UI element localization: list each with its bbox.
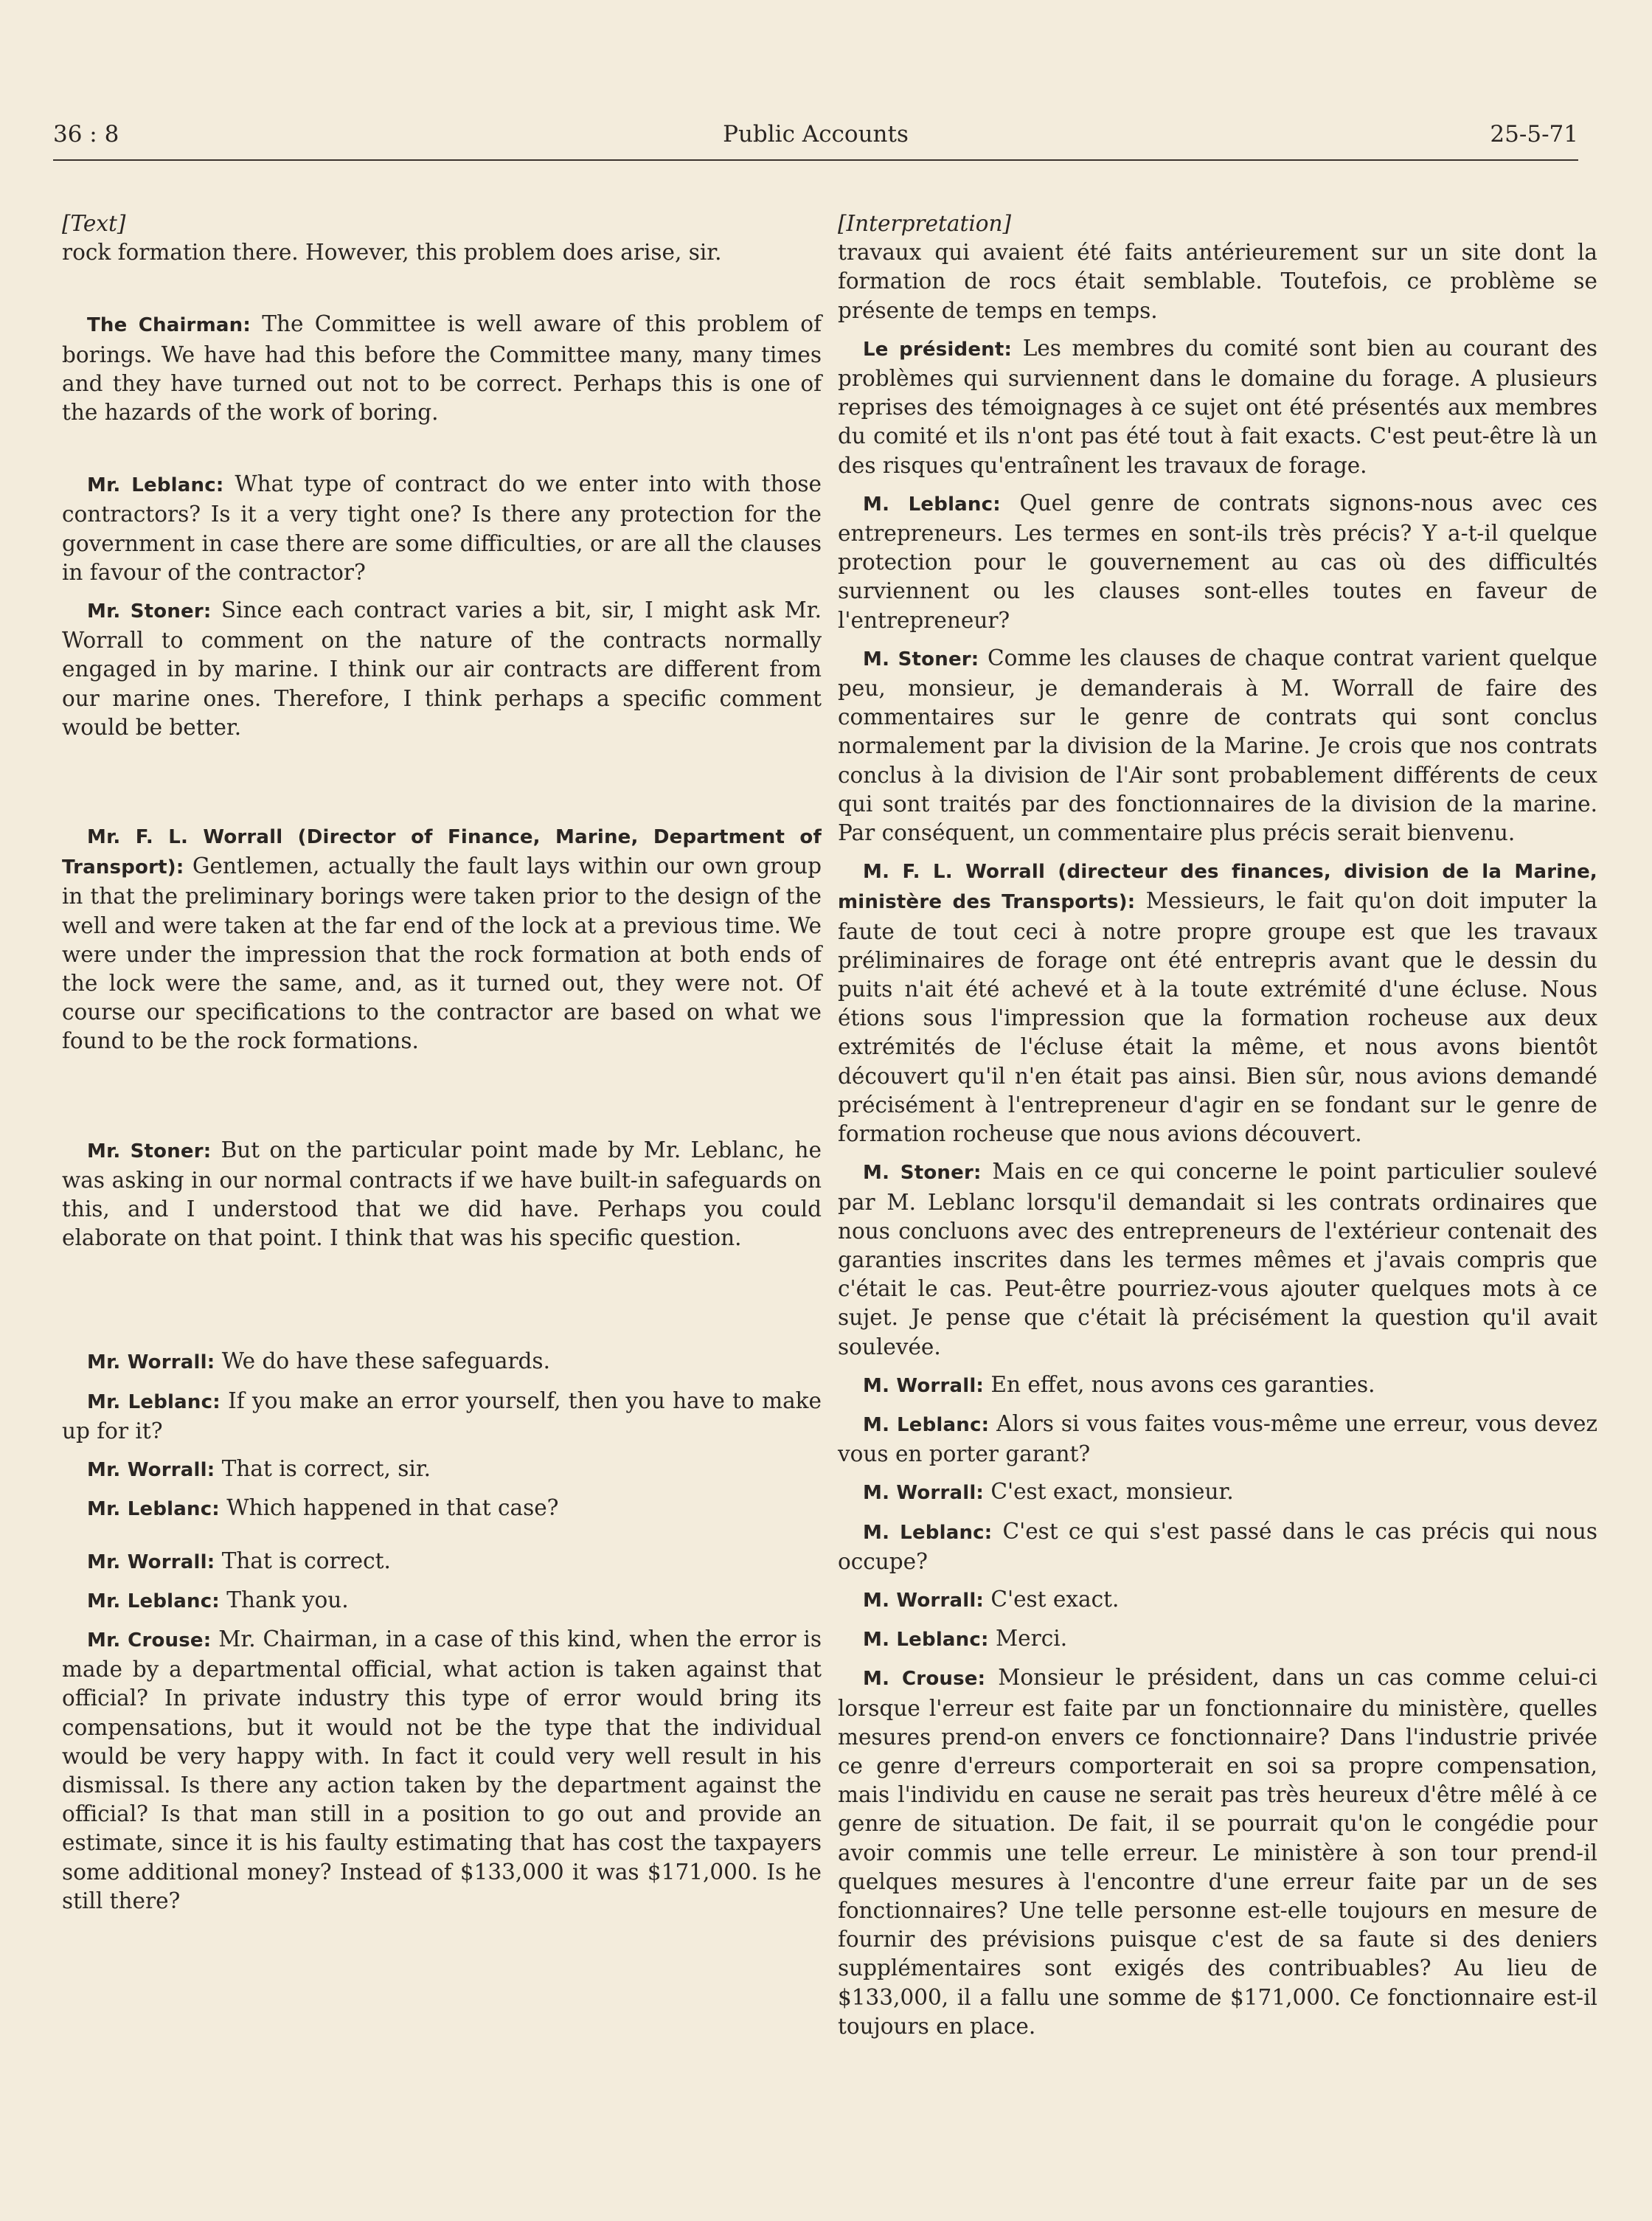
speaker-name: Mr. Stoner:: [87, 1140, 212, 1163]
speech: [62, 1387, 822, 1446]
speaker-name: Mr. Stoner:: [87, 600, 212, 623]
speech-text: Gentlemen, actually the fault lays within our own group in that the preliminary borings were taken prior to the design of the well and were taken at the far end of the lock at a previous time. We were under the impression that the rock formation at both ends of the lock were the same, and, as it turned out, they were not. Of course our specifications to the contractor are based on what we found to be the rock formations.: [62, 853, 822, 1054]
speech-text: C'est ce qui s'est passé dans le cas précis qui nous occupe?: [838, 1518, 1597, 1574]
speech: [838, 334, 1597, 480]
speech-text: Quel genre de contrats signons-nous avec ces entrepreneurs. Les termes en sont-ils très précis? Y a-t-il quelque protection pour le gouvernement au cas où des difficultés surviennent ou les clauses sont-elles toutes en faveur de l'entrepreneur?: [838, 490, 1598, 633]
speech: [62, 596, 822, 742]
speech: [62, 1625, 822, 1916]
speaker-name: Mr. F. L. Worrall (Director of Finance, Marine, Department of Transport):: [62, 826, 822, 879]
speech-text: Which happened in that case?: [219, 1495, 559, 1521]
speaker-name: M. Crouse:: [863, 1668, 986, 1691]
speech: [838, 856, 1597, 1148]
speech: [838, 1157, 1597, 1361]
speaker-name: M. Leblanc:: [863, 493, 1001, 516]
speech-text: That is correct.: [215, 1548, 391, 1573]
speech-text: That is correct, sir.: [215, 1456, 431, 1482]
speech-text: Comme les clauses de chaque contrat varient quelque peu, monsieur, je demanderais à M. Worrall de faire des commentaires sur le genre de contrats qui sont conclus normalement par la division de la Marine. Je crois que nos contrats conclus à la division de l'Air sont probablement différents de ceux qui sont traités par des fonctionnaires de la division de la marine. Par conséquent, un commentaire plus précis serait bienvenu.: [838, 645, 1597, 846]
paragraph-text: rock formation there. However, this problem does arise, sir.: [62, 240, 722, 266]
speaker-name: Mr. Leblanc:: [87, 474, 224, 497]
speaker-name: Mr. Worrall:: [87, 1550, 215, 1573]
speech: [62, 1547, 822, 1577]
speech: [838, 1585, 1597, 1615]
speech-text: But on the particular point made by Mr. Leblanc, he was asking in our normal contracts if we have built-in safeguards on this, and I understood that we did have. Perhaps you could elaborate on that point. I think that was his specific question.: [62, 1137, 822, 1251]
running-title: Public Accounts: [723, 121, 909, 148]
speech-text: Mais en ce qui concerne le point particulier soulevé par M. Leblanc lorsqu'il demandait si les contrats ordinaires que nous concluons avec des entrepreneurs de l'extérieur contenait des garanties inscrites dans les termes mêmes et j'avais compris que c'était le cas. Peut-être pourriez-vous ajouter quelques mots à ce sujet. Je pense que c'était là précisément la question qu'il avait soulevée.: [838, 1159, 1597, 1359]
french-column: [838, 209, 1597, 2041]
speaker-name: M. Leblanc:: [863, 1521, 993, 1544]
speaker-name: M. Worrall:: [863, 1589, 985, 1612]
speech-text: Monsieur le président, dans un cas comme celui-ci lorsque l'erreur est faite par un fonctionnaire du ministère, quelles mesures prend-on envers ce fonctionnaire? Dans l'industrie privée ce genre d'erreurs comporterait en soi sa propre compensation, mais l'individu en cause ne serait pas très heureux d'être mêlé à ce genre de situation. De fait, il se pourrait qu'on le congédie pour avoir commis une telle erreur. Le ministère à son tour prend-il quelques mesures à l'encontre d'une erreur faite par un de ses fonctionnaires? Une telle personne est-elle toujours en mesure de fournir des prévisions puisque c'est de sa faute si des deniers supplémentaires sont exigés des contribuables? Au lieu de $133,000, il a fallu une somme de $171,000. Ce fonctionnaire est-il toujours en place.: [838, 1665, 1597, 2039]
speaker-name: Le président:: [863, 338, 1013, 361]
speech: [838, 1371, 1597, 1401]
speaker-name: Mr. Leblanc:: [87, 1498, 220, 1521]
speech-text: C'est exact.: [984, 1586, 1120, 1612]
speech: [62, 1494, 822, 1524]
speech-text: We do have these safeguards.: [215, 1348, 550, 1374]
page-header: [53, 118, 1578, 161]
paragraph-text: travaux qui avaient été faits antérieurement sur un site dont la formation de rocs était semblable. Toutefois, ce problème se présente de temps en temps.: [838, 240, 1597, 323]
speech-text: Merci.: [988, 1626, 1068, 1652]
speaker-name: M. Stoner:: [863, 648, 979, 671]
speaker-name: M. Stoner:: [863, 1162, 982, 1185]
english-column: [62, 209, 822, 1916]
speech: [62, 1136, 822, 1253]
speaker-name: Mr. Crouse:: [87, 1629, 212, 1652]
speech: [838, 1477, 1597, 1508]
speech: [62, 1347, 822, 1377]
speech: [62, 1586, 822, 1616]
speech-text: Messieurs, le fait qu'on doit imputer la faute de tout ceci à notre propre groupe est que les travaux préliminaires de forage ont été entrepris avant que le dessin du puits n'ait été achevé et à la toute extrémité d'une écluse. Nous étions sous l'impression que la formation rocheuse aux deux extrémités de l'écluse était la même, et nous avons bientôt découvert qu'il n'en était pas ainsi. Bien sûr, nous avions demandé précisément à l'entrepreneur d'agir en se fondant sur le genre de formation rocheuse que nous avions découvert.: [838, 888, 1598, 1147]
speech: [838, 1517, 1597, 1576]
speaker-name: Mr. Worrall:: [87, 1459, 215, 1482]
speech: [838, 1624, 1597, 1655]
speech-text: If you make an error yourself, then you have to make up for it?: [62, 1387, 822, 1444]
speech-text: The Committee is well aware of this problem of borings. We have had this before the Committee many, many times and they have turned out not to be correct. Perhaps this is one of the hazards of the work of boring.: [62, 311, 822, 426]
speech: [838, 1663, 1597, 2041]
speech-text: Alors si vous faites vous-même une erreur, vous devez vous en porter garant?: [838, 1410, 1597, 1467]
speech: [62, 1455, 822, 1485]
speech: [838, 1410, 1597, 1469]
page-number: 36 : 8: [53, 121, 119, 148]
speaker-name: M. Leblanc:: [863, 1413, 990, 1436]
speaker-name: M. Worrall:: [863, 1374, 985, 1397]
paragraph: [838, 238, 1597, 325]
speech: [838, 489, 1597, 635]
speech: [62, 310, 822, 427]
speaker-name: Mr. Leblanc:: [87, 1390, 221, 1413]
speech-text: Thank you.: [219, 1587, 349, 1612]
speaker-name: Mr. Worrall:: [87, 1351, 215, 1374]
paragraph: [62, 238, 822, 267]
speech-text: Mr. Chairman, in a case of this kind, when the error is made by a departmental official, what action is taken against that official? In private industry this type of error would bring its compensations, but it would not be the type that the individual would be very happy with. In fact it could very well result in his dismissal. Is there any action taken by the department against the official? Is that man still in a position to go out and provide an estimate, since it is his faulty estimating that has cost the taxpayers some additional money? Instead of $133,000 it was $171,000. Is he still there?: [62, 1626, 822, 1913]
section-label: [Text]: [62, 211, 126, 236]
speaker-name: The Chairman:: [87, 314, 251, 337]
session-date: 25-5-71: [1490, 121, 1578, 148]
speech-text: En effet, nous avons ces garanties.: [984, 1371, 1375, 1397]
speech-text: What type of contract do we enter into with those contractors? Is it a very tight one? Is there any protection for the government in case there are some difficulties, or are all the clauses in favour of the contractor?: [62, 471, 822, 585]
speaker-name: M. Leblanc:: [863, 1629, 989, 1652]
speaker-name: M. Worrall:: [863, 1482, 985, 1505]
speech: [838, 644, 1597, 848]
speech-text: Les membres du comité sont bien au courant des problèmes qui surviennent dans le domaine du forage. A plusieurs reprises des témoignages à ce sujet ont été présentés aux membres du comité et ils n'ont pas été tout à fait exacts. C'est peut-être là un des risques qu'entraînent les travaux de forage.: [838, 335, 1597, 478]
speech: [62, 470, 822, 587]
section-label: [Interpretation]: [838, 211, 1012, 236]
speech-text: Since each contract varies a bit, sir, I might ask Mr. Worrall to comment on the nature of the contracts normally engaged in by marine. I think our air contracts are different from our marine ones. Therefore, I think perhaps a specific comment would be better.: [62, 597, 822, 740]
speech-text: C'est exact, monsieur.: [984, 1479, 1234, 1505]
speaker-name: Mr. Leblanc:: [87, 1590, 220, 1612]
speaker-name: M. F. L. Worrall (directeur des finances, division de la Marine, ministère des Transports):: [838, 861, 1597, 914]
speech: [62, 822, 822, 1056]
